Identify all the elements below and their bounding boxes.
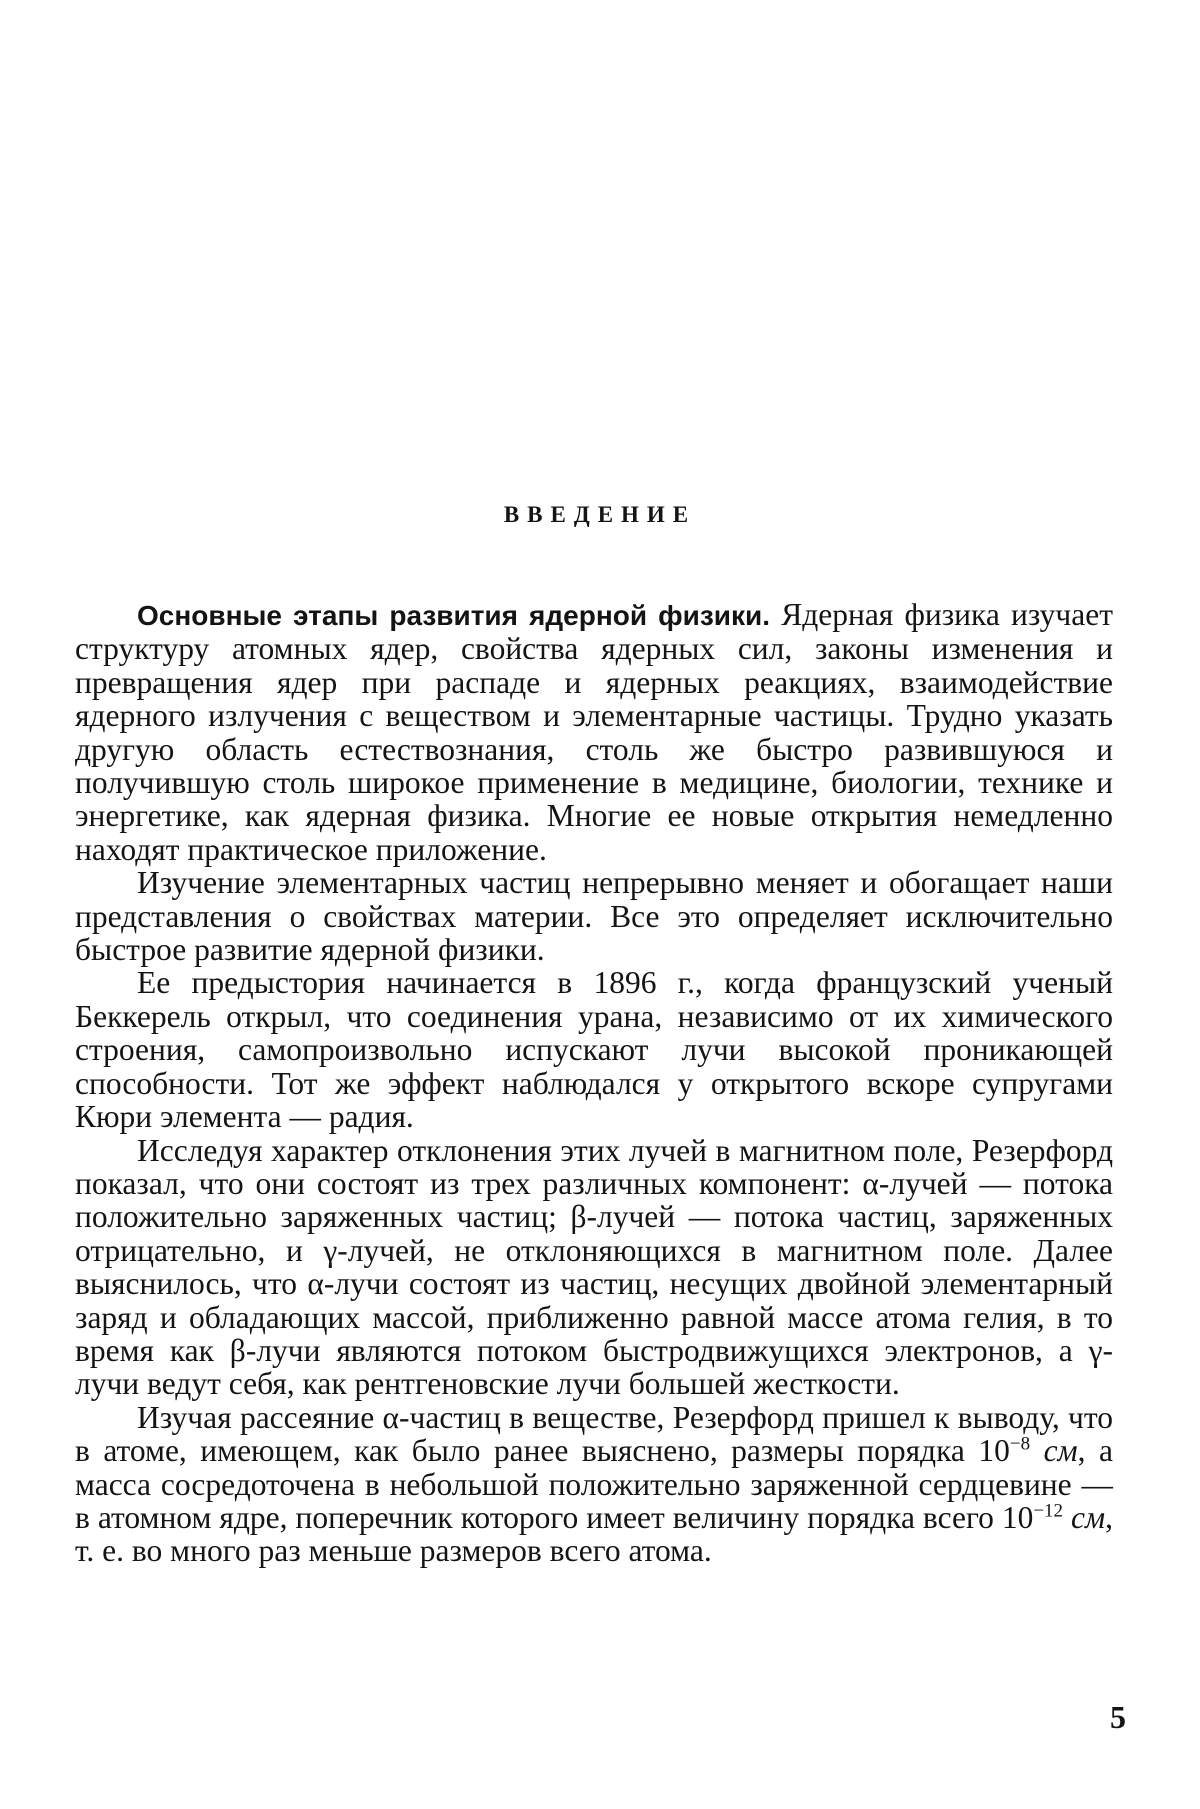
section-title: Основные этапы развития ядерной физики. <box>137 600 771 631</box>
nucleus-size-exponent: −12 <box>1033 1500 1064 1522</box>
paragraph-intro <box>75 598 1113 866</box>
nucleus-text-part-1: Изучая рассеяние α-частиц в веществе, Резерфорд пришел к выводу, что в атоме, имеющем, как было ранее выяснено, размеры порядка 10 <box>75 1399 1113 1469</box>
paragraph-atomic-nucleus <box>75 1401 1113 1568</box>
nucleus-size-unit: см <box>1063 1499 1106 1535</box>
paragraph-elementary-particles: Изучение элементарных частиц непрерывно меняет и обогащает наши представления о свойствах материи. Все это определяет исключительно быстрое развитие ядерной физики. <box>75 865 1113 968</box>
chapter-heading: ВВЕДЕНИЕ <box>503 502 697 527</box>
body-text <box>75 598 1113 1568</box>
atom-size-exponent: −8 <box>1009 1433 1031 1455</box>
paragraph-rutherford-rays: Исследуя характер отклонения этих лучей в магнитном поле, Резерфорд показал, что они состоят из трех различных компонент: α-лучей — потока положительно заряженных частиц; β-лучей — потока частиц, заряженных отрицательно, и γ-лучей, не отклоняющихся в магнитном поле. Далее выяснилось, что α-лучи состоят из частиц, несущих двойной элементарный заряд и обладающих массой, приближенно равной массе атома гелия, в то время как β-лучи являются потоком быстродвижущихся электронов, а γ-лучи ведут себя, как рентгеновские лучи большей жесткости. <box>75 1132 1113 1402</box>
page-number: 5 <box>1110 1699 1126 1735</box>
paragraph-intro-text: Ядерная физика изучает структуру атомных ядер, свойства ядерных сил, законы изменения и превращения ядер при распаде и ядерных реакциях, взаимодействие ядерного излучения с веществом и элементарные частицы. Трудно указать другую область естествознания, столь же быстро развившуюся и получившую столь широкое применение в медицине, биологии, технике и энергетике, как ядерная физика. Многие ее новые открытия немедленно находят практическое приложение. <box>75 597 1113 867</box>
paragraph-prehistory: Ее предыстория начинается в 1896 г., когда французский ученый Беккерель открыл, что соединения урана, независимо от их химического строения, самопроизвольно испускают лучи высокой проникающей способности. Тот же эффект наблюдался у открытого вскоре супругами Кюри элемента — радия. <box>75 965 1113 1135</box>
nucleus-text-part-2: , а масса сосредоточена в небольшой положительно заряженной сердцевине — в атомном ядре, поперечник которого имеет величину порядка всего 10 <box>75 1433 1113 1535</box>
nucleus-text-part-3: , т. е. во много раз меньше размеров всего атома. <box>75 1499 1113 1569</box>
atom-size-unit: см <box>1030 1433 1078 1469</box>
